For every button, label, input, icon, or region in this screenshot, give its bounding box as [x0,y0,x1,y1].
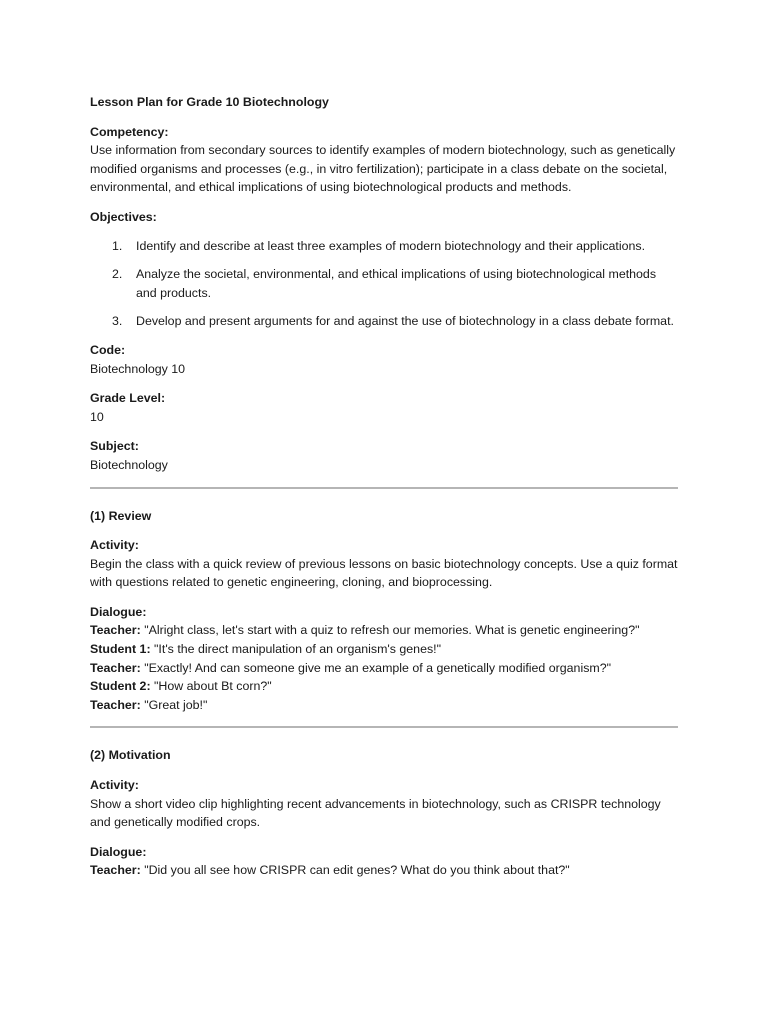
motivation-dialogue-label: Dialogue: [90,844,147,859]
document-title: Lesson Plan for Grade 10 Biotechnology [90,95,329,109]
lesson-plan-content [90,93,680,891]
code-section [90,341,680,378]
review-title: (1) Review [90,508,152,523]
motivation-activity-label: Activity: [90,778,139,793]
objective-item [90,312,680,331]
objectives-list [90,237,680,331]
dialogue-speaker: Teacher: [90,623,141,638]
review-activity-label: Activity: [90,538,139,553]
dialogue-speaker: Student 2: [90,679,151,694]
review-dialogue-section [90,603,680,715]
dialogue-speaker: Teacher: [90,863,141,878]
dialogue-text: "How about Bt corn?" [154,679,272,694]
dialogue-line [90,677,680,696]
review-dialogue-label: Dialogue: [90,604,147,619]
subject-value: Biotechnology [90,457,168,472]
section-divider [90,726,678,728]
dialogue-line [90,861,680,880]
dialogue-text: "Did you all see how CRISPR can edit genes? What do you think about that?" [144,863,570,878]
dialogue-line [90,640,680,659]
motivation-activity-section [90,776,680,832]
dialogue-text: "Great job!" [144,697,208,712]
objectives-section [90,208,680,227]
section-divider [90,487,678,489]
objective-number: 3. [112,314,123,329]
dialogue-text: "Exactly! And can someone give me an example of a genetically modified organism?" [144,660,612,675]
review-activity-section [90,536,680,592]
dialogue-speaker: Student 1: [90,642,151,657]
dialogue-line [90,696,680,715]
grade-level-value: 10 [90,409,104,424]
objectives-label: Objectives: [90,209,157,224]
motivation-dialogue-section [90,843,680,880]
dialogue-text: "It's the direct manipulation of an organism's genes!" [154,642,441,657]
dialogue-text: "Alright class, let's start with a quiz to refresh our memories. What is genetic engineering?" [144,623,640,638]
objective-item [90,237,680,256]
review-activity-text: Begin the class with a quick review of previous lessons on basic biotechnology concepts. Use a quiz format with questions related to genetic engineering, cloning, and bioprocessing. [90,556,678,590]
objective-number: 2. [112,267,123,282]
objective-number: 1. [112,238,123,253]
code-value: Biotechnology 10 [90,361,186,376]
dialogue-speaker: Teacher: [90,697,141,712]
motivation-activity-text: Show a short video clip highlighting recent advancements in biotechnology, such as CRISPR technology and genetically modified crops. [90,796,661,830]
grade-level-section [90,389,680,426]
objective-text: Analyze the societal, environmental, and ethical implications of using biotechnological methods and products. [136,267,657,300]
dialogue-speaker: Teacher: [90,660,141,675]
code-label: Code: [90,342,126,357]
objective-text: Develop and present arguments for and against the use of biotechnology in a class debate format. [136,314,674,329]
dialogue-line [90,621,680,640]
motivation-title: (2) Motivation [90,748,171,763]
dialogue-line [90,659,680,678]
objective-item [90,265,680,302]
objective-text: Identify and describe at least three examples of modern biotechnology and their applications. [136,238,646,253]
subject-label: Subject: [90,439,139,454]
competency-text: Use information from secondary sources to identify examples of modern biotechnology, such as genetically modified organisms and processes (e.g., in vitro fertilization); participate in a class debate on the societal, environmental, and ethical implications of using biotechnological products and methods. [90,143,676,195]
competency-section [90,123,680,197]
subject-section [90,437,680,474]
grade-level-label: Grade Level: [90,391,166,406]
competency-label: Competency: [90,124,169,139]
